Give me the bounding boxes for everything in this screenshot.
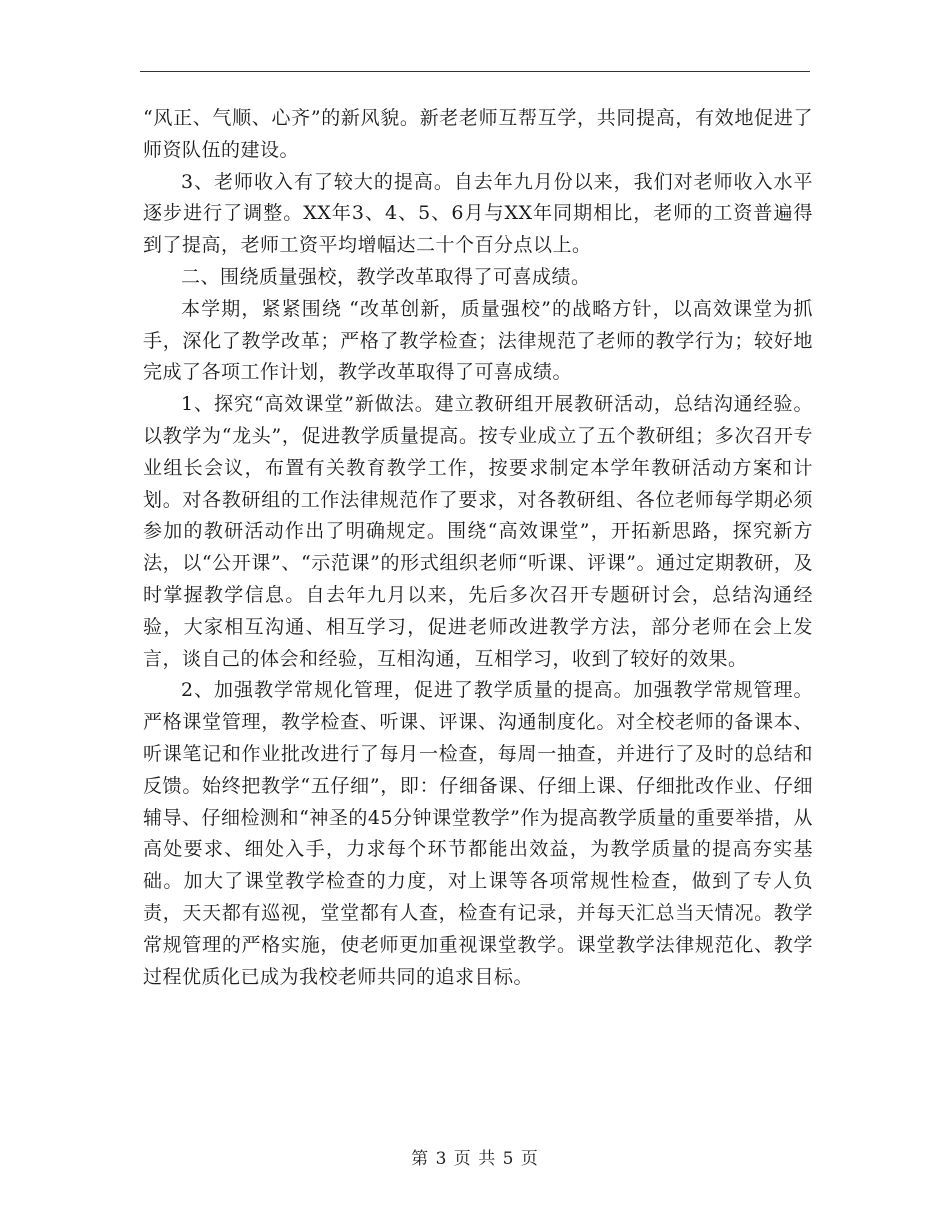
section-heading-teaching-reform: 二、围绕质量强校，教学改革取得了可喜成绩。 (181, 265, 591, 288)
paragraph-efficient-classroom: 1、探究“高效课堂”新做法。建立教研组开展教研活动，总结沟通经验。以教学为“龙头”，促进教学质量提高。按专业成立了五个教研组；多次召开专业组长会议，布置有关教育教学工作，按要求制定本学年教研活动方案和计划。对各教研组的工作法律规范作了要求，对各教研组、各位老师每学期必须参加的教研活动作出了明确规定。围绕“高效课堂”，开拓新思路，探究新方法，以“公开课”、“示范课”的形式组织老师“听课、评课”。通过定期教研，及时掌握教学信息。自去年九月以来，先后多次召开专题研讨会，总结沟通经验，大家相互沟通、相互学习，促进老师改进教学方法，部分老师在会上发言，谈自己的体会和经验，互相沟通，互相学习，收到了较好的效果。 (143, 393, 813, 670)
document-body (143, 103, 813, 993)
paragraph-continuation: “风正、气顺、心齐”的新风貌。新老老师互帮互学，共同提高，有效地促进了师资队伍的建设。 (143, 107, 813, 161)
header-rule (140, 71, 810, 72)
page-number-footer: 第 3 页 共 5 页 (411, 1149, 539, 1169)
paragraph-teacher-income: 3、老师收入有了较大的提高。自去年九月份以来，我们对老师收入水平逐步进行了调整。XX年3、4、5、6月与XX年同期相比，老师的工资普遍得到了提高，老师工资平均增幅达二十个百分点以上。 (143, 170, 813, 257)
paragraph-semester-overview: 本学期，紧紧围绕 “改革创新，质量强校”的战略方针，以高效课堂为抓手，深化了教学改革；严格了教学检查；法律规范了老师的教学行为；较好地完成了各项工作计划，教学改革取得了可喜成绩。 (143, 297, 813, 384)
paragraph-routine-management: 2、加强教学常规化管理，促进了教学质量的提高。加强教学常规管理。严格课堂管理，教学检查、听课、评课、沟通制度化。对全校老师的备课本、听课笔记和作业批改进行了每月一检查，每周一抽查，并进行了及时的总结和反馈。始终把教学“五仔细”，即：仔细备课、仔细上课、仔细批改作业、仔细辅导、仔细检测和“神圣的45分钟课堂教学”作为提高教学质量的重要举措，从高处要求、细处入手，力求每个环节都能出效益，为教学质量的提高夯实基础。加大了课堂教学检查的力度，对上课等各项常规性检查，做到了专人负责，天天都有巡视，堂堂都有人查，检查有记录，并每天汇总当天情况。教学常规管理的严格实施，使老师更加重视课堂教学。课堂教学法律规范化、教学过程优质化已成为我校老师共同的追求目标。 (143, 679, 813, 988)
